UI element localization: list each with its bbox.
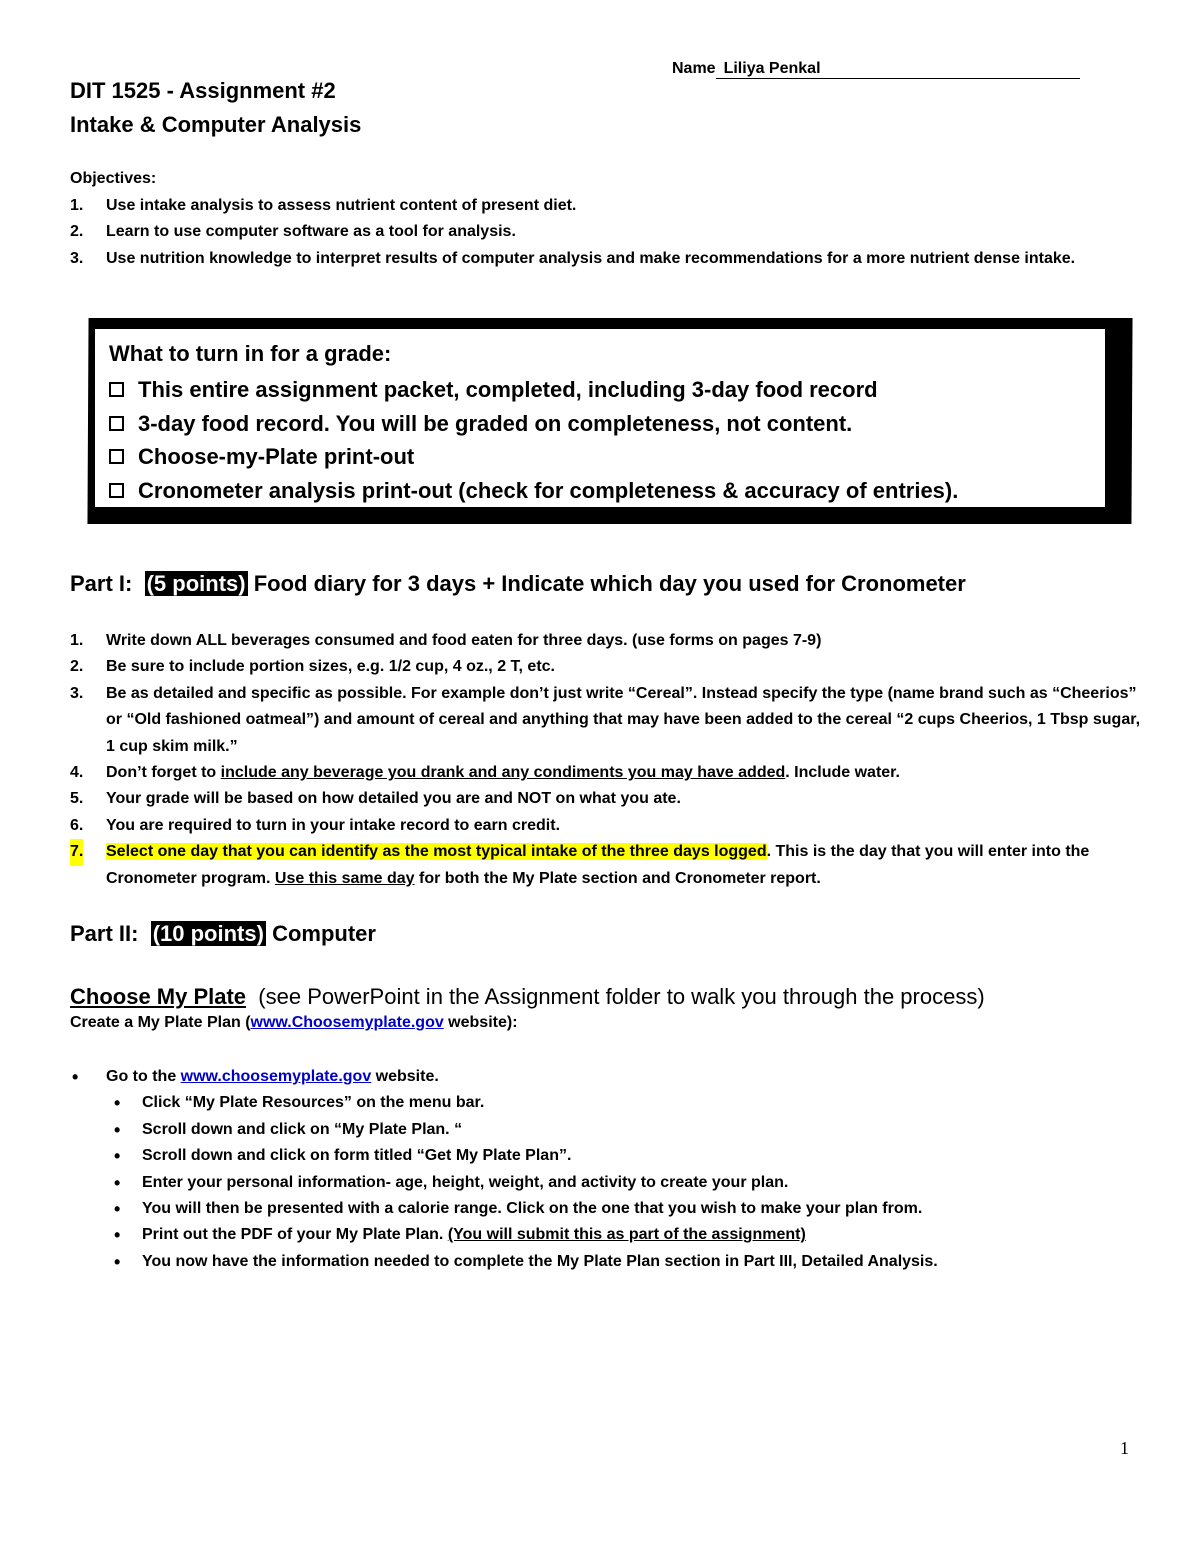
checkbox-icon[interactable] (109, 382, 124, 397)
list-item: 5. Your grade will be based on how detailed you are and NOT on what you ate. (70, 790, 681, 808)
bullet-icon: • (114, 1119, 121, 1140)
list-item: • You will then be presented with a calorie range. Click on the one that you wish to make your plan from. (70, 1196, 1150, 1222)
bullet-icon: • (114, 1225, 121, 1246)
bullet-icon: • (114, 1199, 121, 1220)
list-item: 6. You are required to turn in your intake record to earn credit. (70, 816, 561, 834)
document-title: DIT 1525 - Assignment #2 (70, 78, 336, 103)
list-item: • Go to the www.choosemyplate.gov website. (70, 1064, 1150, 1090)
list-item: 3. Use nutrition knowledge to interpret results of computer analysis and make recommendations for a more nutrient dense intake. (70, 249, 1076, 267)
choose-my-plate-heading: Choose My Plate (see PowerPoint in the Assignment folder to walk you through the process) (70, 984, 985, 1009)
bullet-icon: • (114, 1093, 121, 1114)
list-item: • Scroll down and click on “My Plate Plan. “ (70, 1117, 1150, 1143)
turn-in-box (92, 326, 1108, 510)
steps-list (70, 1064, 1150, 1275)
checklist-item: This entire assignment packet, completed, including 3-day food record (109, 373, 1105, 407)
list-item: • Enter your personal information- age, height, weight, and activity to create your plan. (70, 1170, 1150, 1196)
list-item: • You now have the information needed to complete the My Plate Plan section in Part III, Detailed Analysis. (70, 1249, 1150, 1275)
choosemyplate-link[interactable]: www.Choosemyplate.gov (250, 1014, 444, 1031)
name-label: Name (672, 60, 716, 77)
highlighted-text: Select one day that you can identify as the most typical intake of the three days logged (106, 843, 767, 861)
checkbox-icon[interactable] (109, 449, 124, 464)
list-item: 7. Select one day that you can identify as the most typical intake of the three days logged. This is the day that you will enter into the Cronometer program. Use this same day for both the My Plate section and Cronometer report. (70, 839, 1145, 892)
bullet-icon: • (114, 1172, 121, 1193)
list-item: • Scroll down and click on form titled “Get My Plate Plan”. (70, 1143, 1150, 1169)
turn-in-title: What to turn in for a grade: (109, 341, 392, 366)
list-item: 2. Be sure to include portion sizes, e.g. 1/2 cup, 4 oz., 2 T, etc. (70, 658, 555, 676)
my-plate-plan-subheading: Create a My Plate Plan (www.Choosemyplate.gov website): (70, 1014, 518, 1031)
list-item: 4. Don’t forget to include any beverage you drank and any condiments you may have added. Include water. (70, 764, 900, 782)
list-item: 2. Learn to use computer software as a tool for analysis. (70, 223, 516, 241)
list-item: • Click “My Plate Resources” on the menu bar. (70, 1090, 1150, 1116)
objectives-list (70, 193, 1140, 272)
bullet-icon: • (114, 1146, 121, 1167)
list-item: 1. Write down ALL beverages consumed and food eaten for three days. (use forms on pages 7-9) (70, 632, 822, 649)
list-item: • Print out the PDF of your My Plate Plan. (You will submit this as part of the assignment) (70, 1222, 1150, 1248)
bullet-icon: • (72, 1067, 79, 1087)
part2-heading: Part II: (10 points) Computer (70, 921, 376, 946)
name-field (672, 60, 1080, 79)
objectives-label: Objectives: (70, 170, 157, 187)
checklist-item: 3-day food record. You will be graded on completeness, not content. (109, 407, 1105, 441)
page-number: 1 (1120, 1438, 1129, 1458)
part1-heading: Part I: (5 points) Food diary for 3 days + Indicate which day you used for Cronometer (70, 571, 966, 596)
choosemyplate-link[interactable]: www.choosemyplate.gov (180, 1068, 372, 1085)
checkbox-icon[interactable] (109, 416, 124, 431)
checkbox-icon[interactable] (109, 483, 124, 498)
name-value: Liliya Penkal (716, 60, 1080, 79)
points-badge: (10 points) (152, 921, 264, 946)
bullet-icon: • (114, 1251, 121, 1272)
document-subtitle: Intake & Computer Analysis (70, 112, 362, 137)
list-item: 1. Use intake analysis to assess nutrient content of present diet. (70, 197, 577, 214)
checklist-item: Cronometer analysis print-out (check for completeness & accuracy of entries). (109, 474, 1105, 508)
part1-list (70, 628, 1145, 892)
checklist-item: Choose-my-Plate print-out (109, 440, 1105, 474)
points-badge: (5 points) (146, 571, 246, 596)
list-item: 3. Be as detailed and specific as possible. For example don’t just write “Cereal”. Instead specify the type (name brand such as “Cheerios” or “Old fashioned oatmeal”) and amount of cereal and anything that may have been added to the cereal “2 cups Cheerios, 1 Tbsp sugar, 1 cup skim milk.” (70, 684, 1141, 755)
